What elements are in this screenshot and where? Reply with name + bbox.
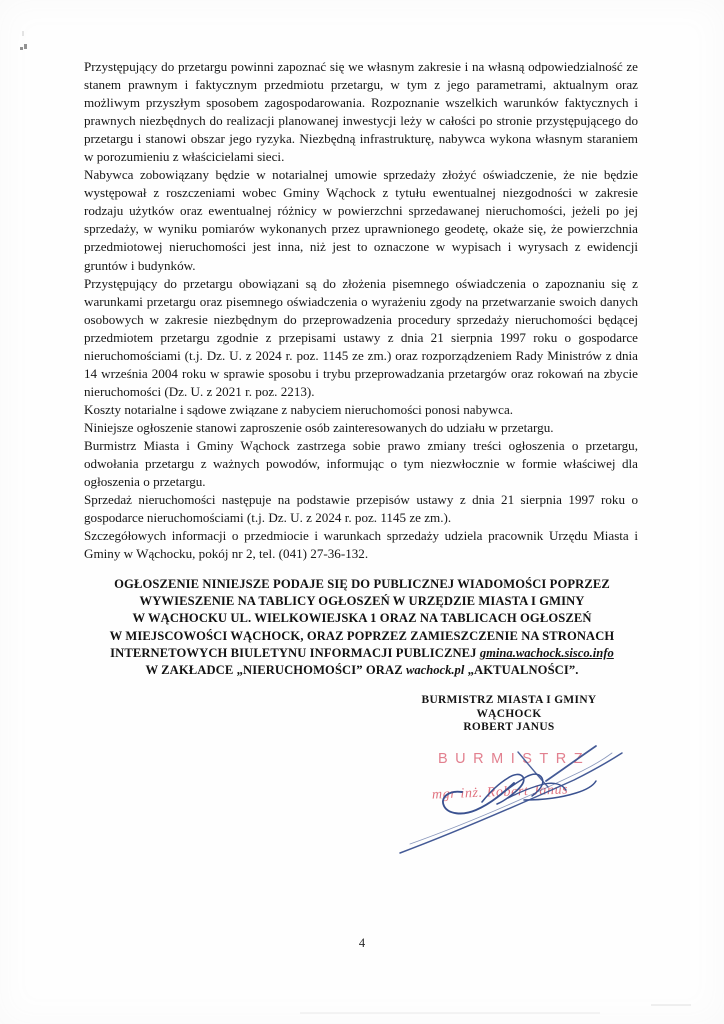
stamp-heading-text: BURMISTRZ: [438, 751, 591, 767]
paragraph-terms-legal-status: Przystępujący do przetargu powinni zapoznać się we własnym zakresie i na własną odpowiedzialność ze stanem prawnym i faktycznym przedmiotu przetargu, w tym z jego parametrami, aktualnym oraz możliwym przyszłym sposobem zagospodarowania. Rozpoznanie wszelkich warunków faktycznych i prawnych niezbędnych do realizacji planowanej inwestycji leży w całości po stronie przystępującego do przetargu i stanowi obszar jego ryzyka. Niezbędną infrastrukturę, nabywca wykona własnym staraniem w porozumieniu z właścicielami sieci.: [84, 59, 638, 165]
public-notice-line-5-text: INTERNETOWYCH BIULETYNU INFORMACJI PUBLICZNEJ: [110, 645, 480, 660]
signature-role-line-1: BURMISTRZ MIASTA I GMINY: [421, 694, 597, 706]
paragraph-sale-basis: Sprzedaż nieruchomości następuje na podstawie przepisów ustawy z dnia 21 sierpnia 1997 roku o gospodarce nieruchomościami (t.j. Dz. U. z 2024 r. poz. 1145 ze zm.).: [84, 492, 638, 526]
scan-edge-artifact: [651, 1004, 691, 1006]
paragraph-buyer-declaration: Nabywca zobowiązany będzie w notarialnej umowie sprzedaży złożyć oświadczenie, że nie będzie występował z roszczeniami wobec Gminy Wąchock z tytułu ewentualnej niezgodności w zakresie rodzaju użytków oraz ewentualnej różnicy w powierzchni sprzedawanej nieruchomości, jeżeli po jej sprzedaży, w wyniku pomiarów wykonanych przez uprawnionego geodetę, okaże się, że powierzchnia przedmiotowej nieruchomości jest inna, niż jest to oznaczone w wypisach i wyrysach z ewidencji gruntów i budynków.: [84, 167, 638, 273]
wachock-site-name[interactable]: wachock.pl: [405, 663, 465, 678]
body-text: [84, 58, 638, 563]
scan-edge-artifact: [300, 1012, 600, 1014]
public-notice-block: [62, 576, 662, 679]
paragraph-contact-info: Szczegółowych informacji o przedmiocie i warunkach sprzedaży udziela pracownik Urzędu Miasta i Gminy w Wąchocku, pokój nr 2, tel. (041) 27-36-132.: [84, 528, 638, 562]
scan-speck: [20, 47, 23, 50]
public-notice-line-3: W WĄCHOCKU UL. WIELKOWIEJSKA 1 ORAZ NA TABLICACH OGŁOSZEŃ: [132, 611, 592, 626]
paragraph-written-statements: Przystępujący do przetargu obowiązani są do złożenia pisemnego oświadczenia o zapoznaniu się z warunkami przetargu oraz pisemnego oświadczenia o wyrażeniu zgody na przetwarzanie swoich danych osobowych w zakresie niezbędnym do przeprowadzenia procedury sprzedaży nieruchomości będącej przedmiotem przetargu zgodnie z przepisami ustawy z dnia 21 sierpnia 1997 roku o gospodarce nieruchomościami (t.j. Dz. U. z 2024 r. poz. 1145 ze zm.) oraz rozporządzeniem Rady Ministrów z dnia 14 września 2004 roku w sprawie sposobu i trybu przeprowadzania przetargów oraz rokowań na zbycie nieruchomości (Dz. U. z 2021 r. poz. 2213).: [84, 275, 638, 399]
public-notice-line-6: [62, 662, 662, 679]
scan-speck: [24, 44, 27, 49]
signature-role-line-2: WĄCHOCK: [476, 707, 542, 720]
handwritten-signature-icon: [396, 740, 646, 862]
paragraph-notary-costs: Koszty notarialne i sądowe związane z nabyciem nieruchomości ponosi nabywca.: [84, 401, 514, 417]
public-notice-line-5: [62, 645, 662, 662]
public-notice-line-4: W MIEJSCOWOŚCI WĄCHOCK, ORAZ POPRZEZ ZAMIESZCZENIE NA STRONACH: [109, 628, 615, 643]
public-notice-line-6-suffix: „AKTUALNOŚCI”.: [464, 663, 579, 678]
public-notice-line-1: OGŁOSZENIE NINIEJSZE PODAJE SIĘ DO PUBLICZNEJ WIADOMOŚCI POPRZEZ: [114, 577, 610, 591]
public-notice-line-2: WYWIESZENIE NA TABLICY OGŁOSZEŃ W URZĘDZIE MIASTA I GMINY: [139, 594, 585, 609]
stamp-and-signature: [396, 740, 646, 862]
signature-role-line-3: ROBERT JANUS: [463, 721, 555, 734]
bip-url-link[interactable]: gmina.wachock.sisco.info: [479, 645, 614, 660]
paragraph-invitation: Niniejsze ogłoszenie stanowi zaproszenie osób zainteresowanych do udziału w przetargu.: [84, 419, 554, 435]
stamp-name-text: mgr inż. Robert Janus: [431, 782, 569, 803]
paragraph-mayor-rights: Burmistrz Miasta i Gminy Wąchock zastrzega sobie prawo zmiany treści ogłoszenia o przetargu, odwołania przetargu z ważnych powodów, informując o tym niezwłocznie w formie właściwej dla ogłoszenia o przetargu.: [84, 437, 638, 490]
page-number: 4: [358, 936, 366, 950]
signature-title-block: [398, 694, 620, 735]
public-notice-line-6-text: W ZAKŁADCE „NIERUCHOMOŚCI” ORAZ: [145, 663, 406, 678]
scan-speck: [22, 31, 24, 36]
